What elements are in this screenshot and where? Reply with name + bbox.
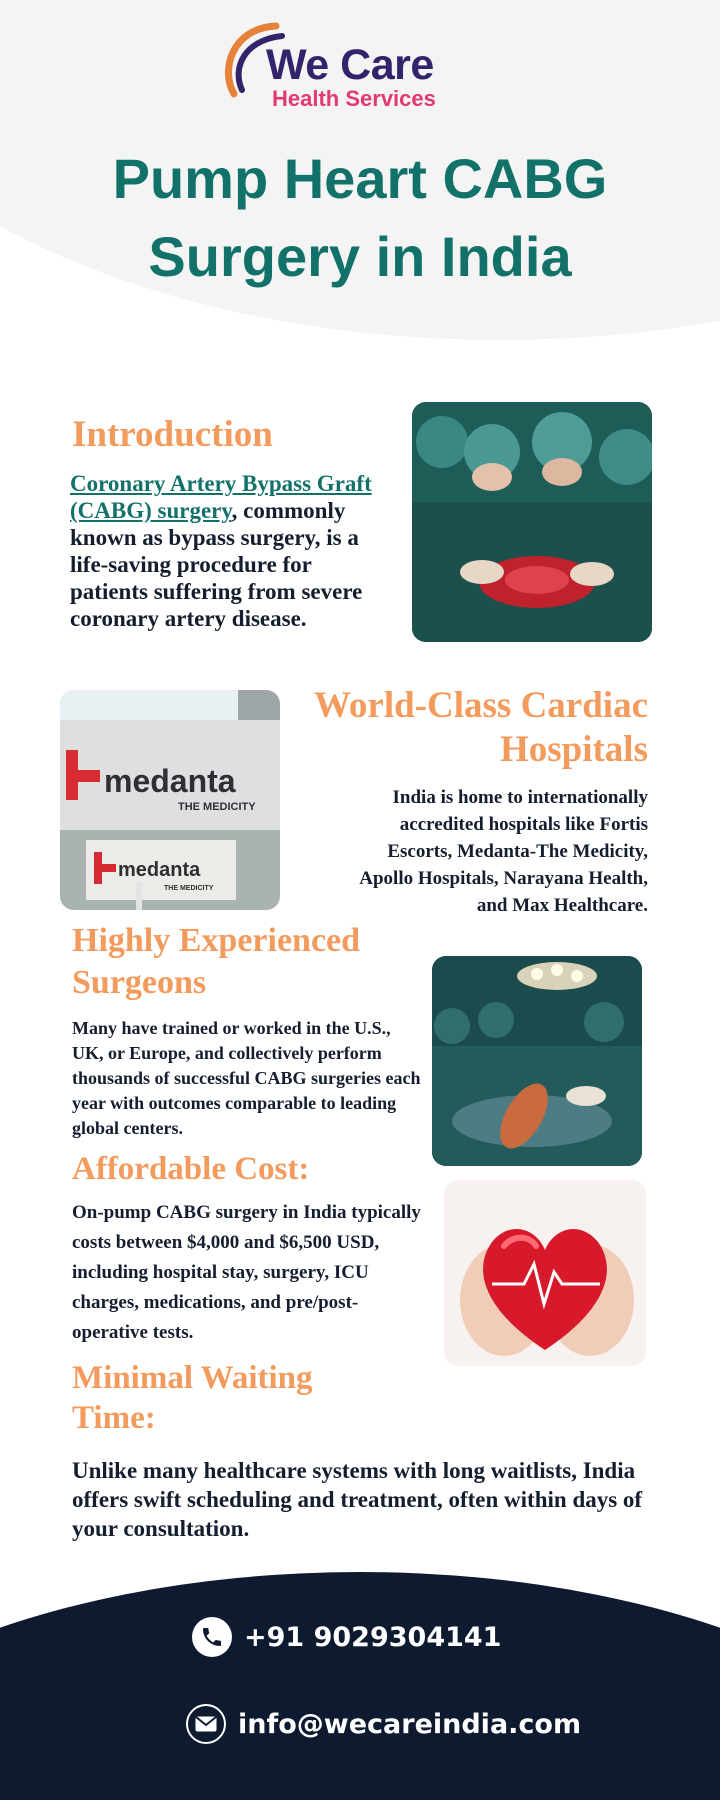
phone-number: +91 9029304141 [244, 1621, 502, 1653]
phone-contact[interactable] [192, 1617, 501, 1657]
surgeons-body: Many have trained or worked in the U.S., UK, or Europe, and collectively perform thousands of successful CABG surgeries each year with outcomes comparable to leading global centers. [72, 1018, 421, 1138]
page-title: Pump Heart CABG Surgery in India [112, 147, 608, 288]
cabg-link[interactable]: Coronary Artery Bypass Graft (CABG) surgery [70, 471, 372, 523]
medicity-sign-text: THE MEDICITY [178, 801, 256, 813]
waiting-body: Unlike many healthcare systems with long waitlists, India offers swift scheduling and treatment, often within days of your consultation. [72, 1458, 643, 1541]
operating-room-photo [432, 956, 642, 1166]
medanta-sign-text: medanta [104, 763, 236, 799]
surgery-team-photo [412, 402, 652, 642]
email-address: info@wecareindia.com [238, 1708, 582, 1740]
surgeons-heading: Highly Experienced Surgeons [72, 922, 361, 1001]
medanta-hospital-photo [60, 690, 280, 910]
hospitals-heading: World-Class Cardiac Hospitals [313, 685, 648, 770]
waiting-heading: Minimal Waiting Time: [72, 1360, 313, 1436]
cost-heading: Affordable Cost: [72, 1151, 310, 1187]
medicity-lower-sign-text: THE MEDICITY [164, 885, 214, 892]
brand-logo[interactable] [220, 18, 500, 114]
medanta-lower-sign-text: medanta [118, 859, 201, 881]
intro-paragraph [70, 470, 392, 632]
cost-body: On-pump CABG surgery in India typically costs between $4,000 and $6,500 USD, including hospital stay, surgery, ICU charges, medications, and pre/post-operative tests. [72, 1202, 421, 1343]
phone-icon [192, 1617, 232, 1657]
hospitals-body: India is home to internationally accredited hospitals like Fortis Escorts, Medanta-The Medicity, Apollo Hospitals, Narayana Health, and Max Healthcare. [359, 787, 648, 916]
brand-tagline: Health Services [272, 86, 436, 111]
envelope-icon [186, 1704, 226, 1744]
intro-heading: Introduction [72, 414, 273, 455]
brand-name: We Care [266, 41, 434, 89]
email-contact[interactable] [186, 1704, 581, 1744]
heart-in-hands-photo [444, 1180, 646, 1366]
intro-body: , commonly known as bypass surgery, is a life-saving procedure for patients suffering from severe coronary artery disease. [70, 498, 363, 631]
